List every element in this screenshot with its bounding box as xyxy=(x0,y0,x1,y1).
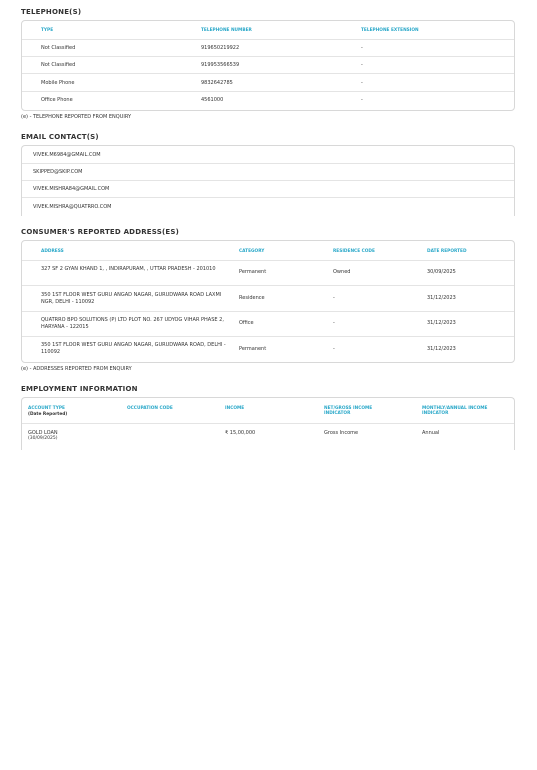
employment-monthly-annual: Annual xyxy=(422,430,440,436)
emails-list xyxy=(21,145,515,216)
telephones-title: TELEPHONE(S) xyxy=(21,8,82,16)
address-text: QUATRRO BPO SOLUTIONS (P) LTD PLOT NO. 267 UDYOG VIHAR PHASE 2, HARYANA - 122015 xyxy=(41,317,224,330)
telephone-extension: - xyxy=(361,97,363,103)
header-account-type: ACCOUNT TYPE xyxy=(28,406,65,411)
telephones-note: (e) - TELEPHONE REPORTED FROM ENQUIRY xyxy=(21,114,132,120)
header-type: TYPE xyxy=(41,28,54,33)
address-date-reported: 31/12/2023 xyxy=(427,346,456,352)
employment-table xyxy=(21,397,515,450)
addresses-title: CONSUMER'S REPORTED ADDRESS(ES) xyxy=(21,228,179,236)
telephone-number: 4561000 xyxy=(201,97,224,103)
address-category: Permanent xyxy=(239,269,267,275)
addresses-table xyxy=(21,240,515,363)
telephone-extension: - xyxy=(361,45,363,51)
address-residence-code: - xyxy=(333,295,335,301)
header-address: ADDRESS xyxy=(41,249,64,254)
telephone-type: Mobile Phone xyxy=(41,80,75,86)
addresses-note: (e) - ADDRESSES REPORTED FROM ENQUIRY xyxy=(21,366,132,372)
header-telephone-extension: TELEPHONE EXTENSION xyxy=(361,28,419,33)
employment-account-type: GOLD LOAN xyxy=(28,430,58,436)
telephone-extension: - xyxy=(361,80,363,86)
address-residence-code: - xyxy=(333,346,335,352)
employment-title: EMPLOYMENT INFORMATION xyxy=(21,385,138,393)
employment-date: (30/09/2025) xyxy=(28,436,58,441)
address-date-reported: 30/09/2025 xyxy=(427,269,456,275)
telephone-number: 9832642785 xyxy=(201,80,233,86)
email-item: VIVEK.MISHRA@QUATRRO.COM xyxy=(33,204,112,210)
header-telephone-number: TELEPHONE NUMBER xyxy=(201,28,252,33)
email-item: SKIPPED@SKIP.COM xyxy=(33,169,83,175)
address-residence-code: - xyxy=(333,320,335,326)
telephones-table xyxy=(21,20,515,111)
header-date-reported: (Date Reported) xyxy=(28,412,68,417)
telephone-type: Not Classified xyxy=(41,62,76,68)
telephone-number: 919650219922 xyxy=(201,45,240,51)
telephone-type: Not Classified xyxy=(41,45,76,51)
employment-net-gross: Gross Income xyxy=(324,430,359,436)
address-text: 350 1ST FLOOR WEST GURU ANGAD NAGAR, GURUDWARA ROAD, DELHI - 110092 xyxy=(41,342,226,355)
telephone-number: 919953566539 xyxy=(201,62,240,68)
header-monthly-annual-income: MONTHLY/ANNUAL INCOME INDICATOR xyxy=(422,406,488,416)
employment-income: ₹ 15,00,000 xyxy=(225,430,256,436)
address-text: 327 SF 2 GYAN KHAND 1, , INDIRAPURAM, , UTTAR PRADESH - 201010 xyxy=(41,266,216,272)
header-net-gross-income: NET/GROSS INCOME INDICATOR xyxy=(324,406,373,416)
telephone-extension: - xyxy=(361,62,363,68)
address-category: Office xyxy=(239,320,254,326)
address-text: 350 1ST FLOOR WEST GURU ANGAD NAGAR, GURUDWARA ROAD LAXMI NGR, DELHI - 110092 xyxy=(41,292,222,305)
email-item: VIVEK.M6984@GMAIL.COM xyxy=(33,152,101,158)
address-date-reported: 31/12/2023 xyxy=(427,320,456,326)
header-residence-code: RESIDENCE CODE xyxy=(333,249,375,254)
email-item: VIVEK.MISHRA84@GMAIL.COM xyxy=(33,186,110,192)
address-category: Residence xyxy=(239,295,265,301)
header-date-reported: DATE REPORTED xyxy=(427,249,467,254)
address-date-reported: 31/12/2023 xyxy=(427,295,456,301)
address-residence-code: Owned xyxy=(333,269,351,275)
emails-title: EMAIL CONTACT(S) xyxy=(21,133,99,141)
address-category: Permanent xyxy=(239,346,267,352)
header-income: INCOME xyxy=(225,406,245,411)
header-occupation-code: OCCUPATION CODE xyxy=(127,406,173,411)
header-category: CATEGORY xyxy=(239,249,265,254)
telephone-type: Office Phone xyxy=(41,97,73,103)
